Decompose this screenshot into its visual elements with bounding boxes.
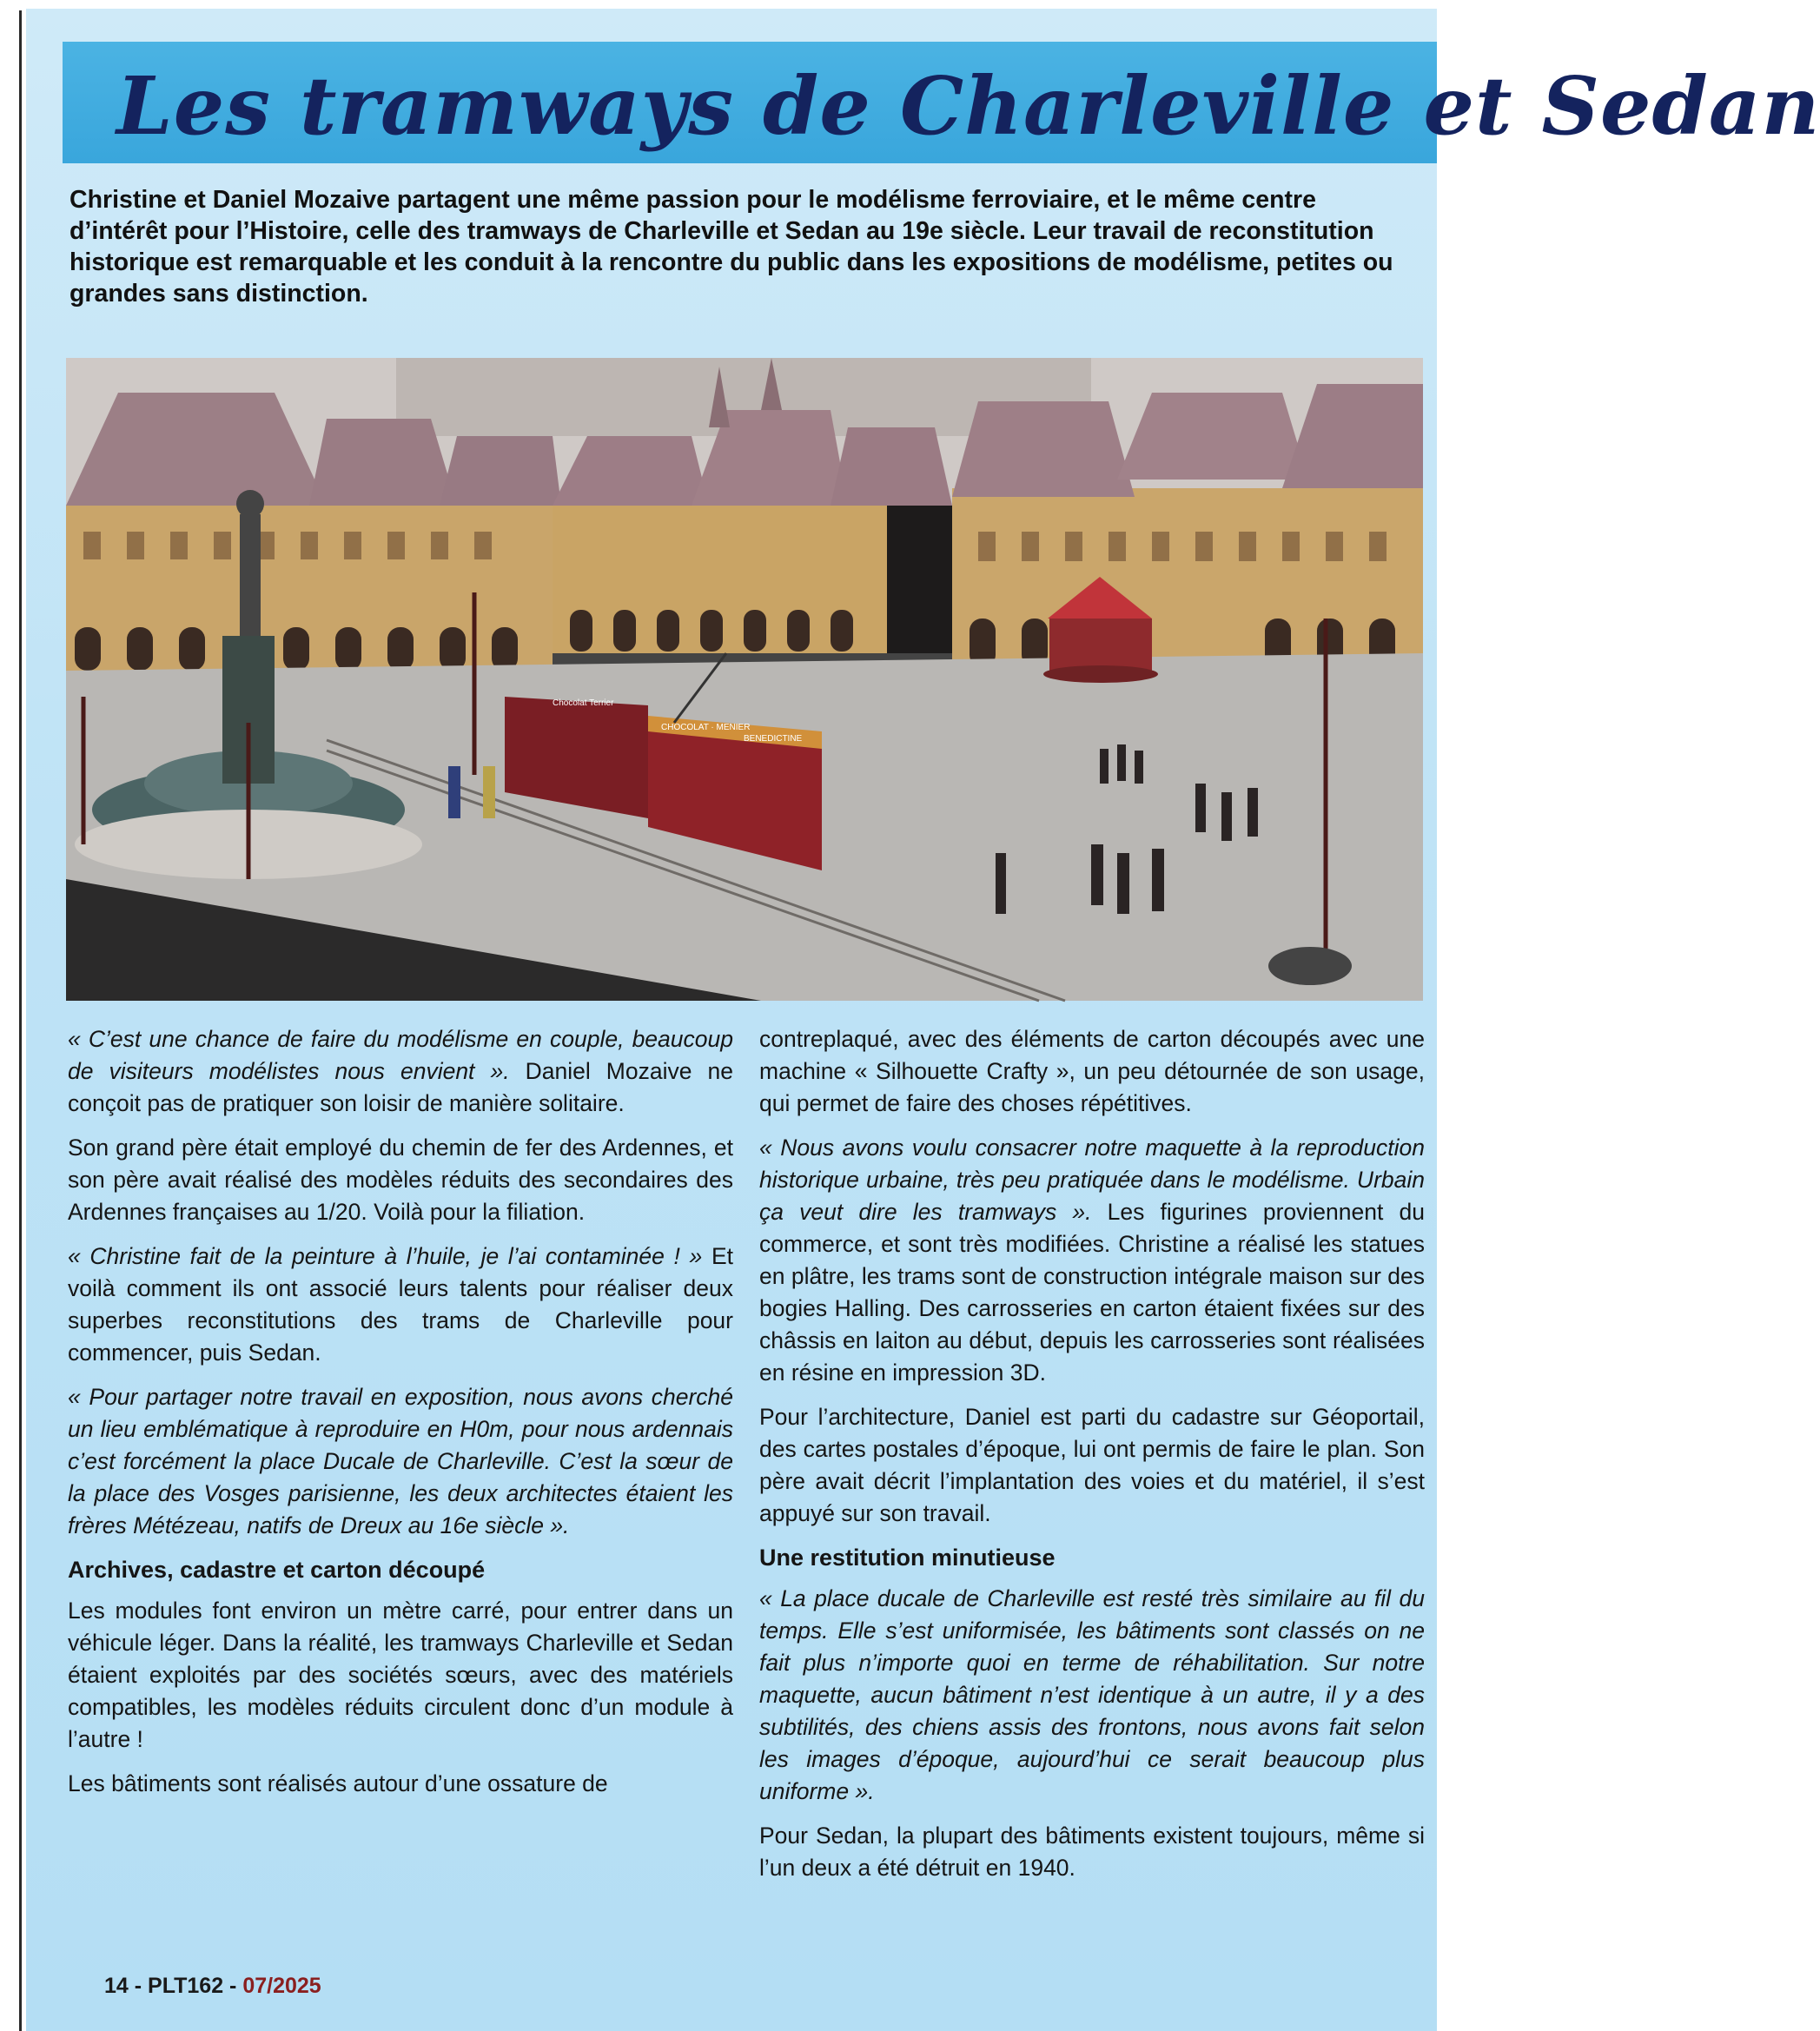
quote-paragraph: « La place ducale de Charleville est resté très similaire au fil du temps. Elle s’est uniformisée, les bâtiments sont classés on ne fait plus n’importe quoi en terme de réhabilitation. Sur notre maquette, aucun bâtiment n’est identique à un autre, il y a des subtilités, des chiens assis des frontons, nous avons fait selon les images d’époque, aujourd’hui ce serait beaucoup plus uniforme ».: [759, 1585, 1425, 1804]
title-banner: [63, 42, 1820, 163]
paragraph-text: Daniel Mozaive ne conçoit pas de pratiquer son loisir de manière solitaire.: [68, 1058, 733, 1116]
issue-date: 07/2025: [242, 1974, 321, 1998]
tram-advert-front: CHOCOLAT · MENIER: [661, 723, 751, 732]
paragraph: Pour l’architecture, Daniel est parti du cadastre sur Géoportail, des cartes postales d’époque, lui ont permis de faire le plan. Son père avait décrit l’implantation des voies et du matériel, il s’est appuyé sur son travail.: [759, 1404, 1425, 1526]
quote: « Nous avons voulu consacrer notre maquette à la reproduction historique urbaine, très peu pratiquée dans le modélisme. Urbain ça veut dire les tramways ».: [759, 1135, 1425, 1225]
tram-advert-rear: Chocolat Terrier: [553, 698, 614, 708]
article-intro: Christine et Daniel Mozaive partagent une même passion pour le modélisme ferroviaire, et le même centre d’intérêt pour l’Histoire, celle des tramways de Charleville et Sedan au 19e siècle. Leur travail de reconstitution historique est remarquable et les conduit à la rencontre du public dans les expositions de modélisme, petites ou grandes sans distinction.: [69, 186, 1393, 308]
right-buildings: [952, 384, 1423, 671]
paragraph-text: Les figurines proviennent du commerce, et sont très modifiées. Christine a réalisé les statues en plâtre, les trams sont de construction intégrale maison sur des bogies Halling. Des carrosseries en carton étaient fixées sur des châssis en laiton au début, depuis les carrosseries sont réalisées en résine en impression 3D.: [759, 1199, 1425, 1386]
page-folio: [104, 1974, 321, 1999]
left-column: [68, 1023, 733, 1812]
magazine-issue: PLT162: [148, 1974, 224, 1998]
paragraph: Son grand père était employé du chemin de fer des Ardennes, et son père avait réalisé des modèles réduits des secondaires des Ardennes françaises au 1/20. Voilà pour la filiation.: [68, 1135, 733, 1225]
paragraph-text: Et voilà comment ils ont associé leurs talents pour réaliser deux superbes reconstitutions des trams de Charleville pour commencer, puis Sedan.: [68, 1243, 733, 1366]
quote-paragraph: « Pour partager notre travail en exposition, nous avons cherché un lieu emblématique à reproduire en H0m, pour nous ardennais c’est forcément la place Ducale de Charleville. C’est la sœur de la place des Vosges parisienne, les deux architectes étaient les frères Métézeau, natifs de Dreux au 16e siècle ».: [68, 1384, 733, 1538]
page-edge-rule: [19, 10, 22, 2031]
paragraph: Les bâtiments sont réalisés autour d’une ossature de: [68, 1770, 608, 1796]
quote: « C’est une chance de faire du modélisme en couple, beaucoup de visiteurs modélistes nous envient ».: [68, 1026, 733, 1084]
model-layout-photo: [66, 358, 1423, 1001]
quote: « Christine fait de la peinture à l’huile, je l’ai contaminée ! »: [68, 1243, 703, 1269]
section-heading: Une restitution minutieuse: [759, 1545, 1056, 1571]
right-column: [759, 1023, 1425, 1896]
paragraph: [68, 1240, 733, 1369]
paragraph: [759, 1132, 1425, 1389]
page-number: 14: [104, 1974, 129, 1998]
folio-separator: -: [128, 1974, 149, 1998]
paragraph: [68, 1023, 733, 1120]
section-heading: Archives, cadastre et carton découpé: [68, 1557, 486, 1583]
paragraph: Les modules font environ un mètre carré, pour entrer dans un véhicule léger. Dans la réalité, les tramways Charleville et Sedan étaient exploités par des sociétés sœurs, avec des matériels compatibles, les modèles réduits circulent donc d’un module à l’autre !: [68, 1598, 733, 1752]
paragraph: Pour Sedan, la plupart des bâtiments existent toujours, même si l’un deux a été détruit en 1940.: [759, 1823, 1425, 1881]
folio-separator: -: [223, 1974, 243, 1998]
paragraph: contreplaqué, avec des éléments de carton découpés avec une machine « Silhouette Crafty », un peu détournée de son usage, qui permet de faire des choses répétitives.: [759, 1026, 1425, 1116]
article-title: Les tramways de Charleville et Sedan: [116, 59, 1820, 153]
tram-advert-roof: BENEDICTINE: [744, 734, 803, 744]
lamp-post-base: [1268, 947, 1352, 985]
